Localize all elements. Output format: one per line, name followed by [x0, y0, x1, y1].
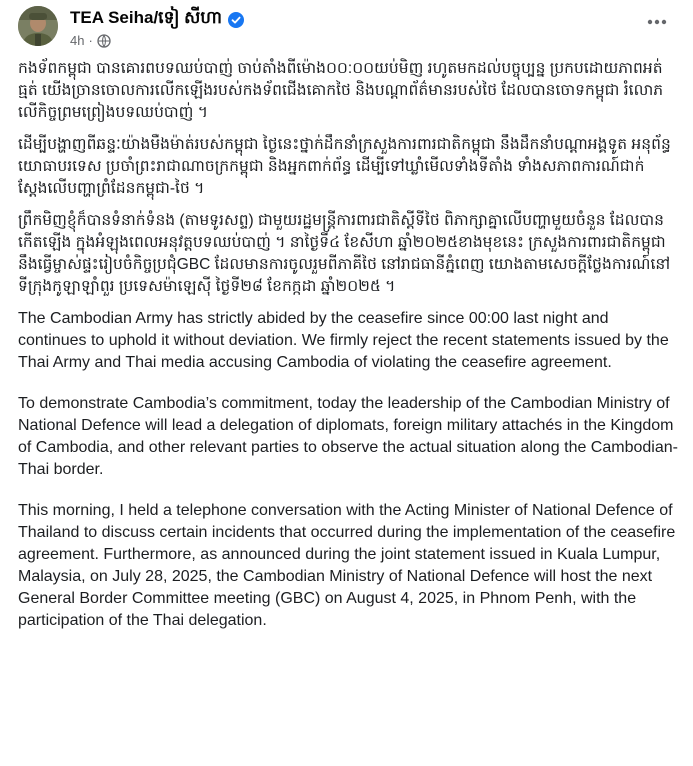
avatar-image: [18, 6, 58, 46]
meta-separator: ·: [88, 33, 93, 48]
post-meta: [70, 33, 111, 48]
post-header: [18, 6, 675, 56]
english-paragraph: To demonstrate Cambodia’s commitment, today the leadership of the Cambodian Ministry of National Defence will lead a delegation of diplomats, foreign military attachés in the Kingdom of Cambodia, and other relevant parties to observe the actual situation along the Cambodian-Thai border.: [18, 395, 678, 478]
khmer-paragraph: ព្រឹកមិញខ្ញុំក៏បានទំនាក់ទំនង (តាមទូរសព្ទ) ជាមួយរដ្ឋមន្ត្រីការពារជាតិស្តីទីថៃ ពិភាក្សាគ្នាលើបញ្ហាមួយចំនួន ដែលបានកើតឡើង ក្នុងអំឡុងពេលអនុវត្តបទឈប់បាញ់ ។ នាថ្ងៃទី៤ ខែសីហា ឆ្នាំ២០២៥ខាងមុខនេះ ក្រសួងការពារជាតិកម្ពុជា នឹងធ្វើម្ចាស់ផ្ទះរៀបចំកិច្ចប្រជុំGBC ដែលមានការចូលរួមពីភាគីថៃ នៅរាជធានីភ្នំពេញ យោងតាមសេចក្តីថ្លែងការណ៍នៅទីក្រុងកូឡាឡាំពួរ ប្រទេសម៉ាឡេស៊ី ថ្ងៃទី២៨ ខែកក្កដា ឆ្នាំ២០២៥ ។: [18, 212, 671, 295]
khmer-text-block: [18, 58, 678, 298]
khmer-paragraph: កងទ័ពកម្ពុជា បានគោរពបទឈប់បាញ់ ចាប់តាំងពីម៉ោង០០:០០យប់មិញ រហូតមកដល់បច្ចុប្បន្ន ប្រកបដោយភាពអត់ធ្មត់ យើងច្រានចោលការលើកឡើងរបស់កងទ័ពជើងគោកថៃ និងបណ្តាព័ត៌មានរបស់ថៃ ដែលបានចោទកម្ពុជា រំលោភលើកិច្ចព្រមព្រៀងបទឈប់បាញ់ ។: [18, 60, 664, 121]
verified-badge-icon: [228, 12, 244, 28]
author-name[interactable]: TEA Seiha/ទៀ សីហា: [70, 8, 222, 27]
post-body: [18, 58, 678, 651]
more-options-icon: [647, 19, 667, 25]
english-paragraph: The Cambodian Army has strictly abided by the ceasefire since 00:00 last night and continues to uphold it without deviation. We firmly reject the recent statements issued by the Thai Army and Thai media accusing Cambodia of violating the ceasefire agreement.: [18, 310, 669, 371]
more-options-button[interactable]: [643, 12, 671, 32]
english-paragraph: This morning, I held a telephone conversation with the Acting Minister of National Defence of Thailand to discuss certain incidents that occurred during the implementation of the ceasefire agreement. Furthermore, as announced during the joint statement issued in Kuala Lumpur, Malaysia, on July 28, 2025, the Cambodian Ministry of National Defence will host the next General Border Committee meeting (GBC) on August 4, 2025, in Phnom Penh, with the participation of the Thai delegation.: [18, 502, 676, 629]
english-text-block: [18, 308, 678, 632]
post-time[interactable]: 4h: [70, 33, 85, 48]
author-name-row: [70, 7, 244, 32]
khmer-paragraph: ដើម្បីបង្ហាញពីឆន្ទៈយ៉ាងមឺងម៉ាត់របស់កម្ពុជា ថ្ងៃនេះថ្នាក់ដឹកនាំក្រសួងការពារជាតិកម្ពុជា នឹងដឹកនាំបណ្តាអង្គទូត អនុព័ន្ធយោធាបរទេស ប្រចាំព្រះរាជាណាចក្រកម្ពុជា និងអ្នកពាក់ព័ន្ធ ដើម្បីទៅឃ្លាំមើលទាំងទីតាំង ទាំងសភាពការណ៍ជាក់ស្តែងលើបញ្ហាព្រំដែនកម្ពុជា-ថៃ ។: [18, 136, 671, 197]
globe-icon[interactable]: [97, 34, 111, 48]
avatar[interactable]: [18, 6, 58, 46]
